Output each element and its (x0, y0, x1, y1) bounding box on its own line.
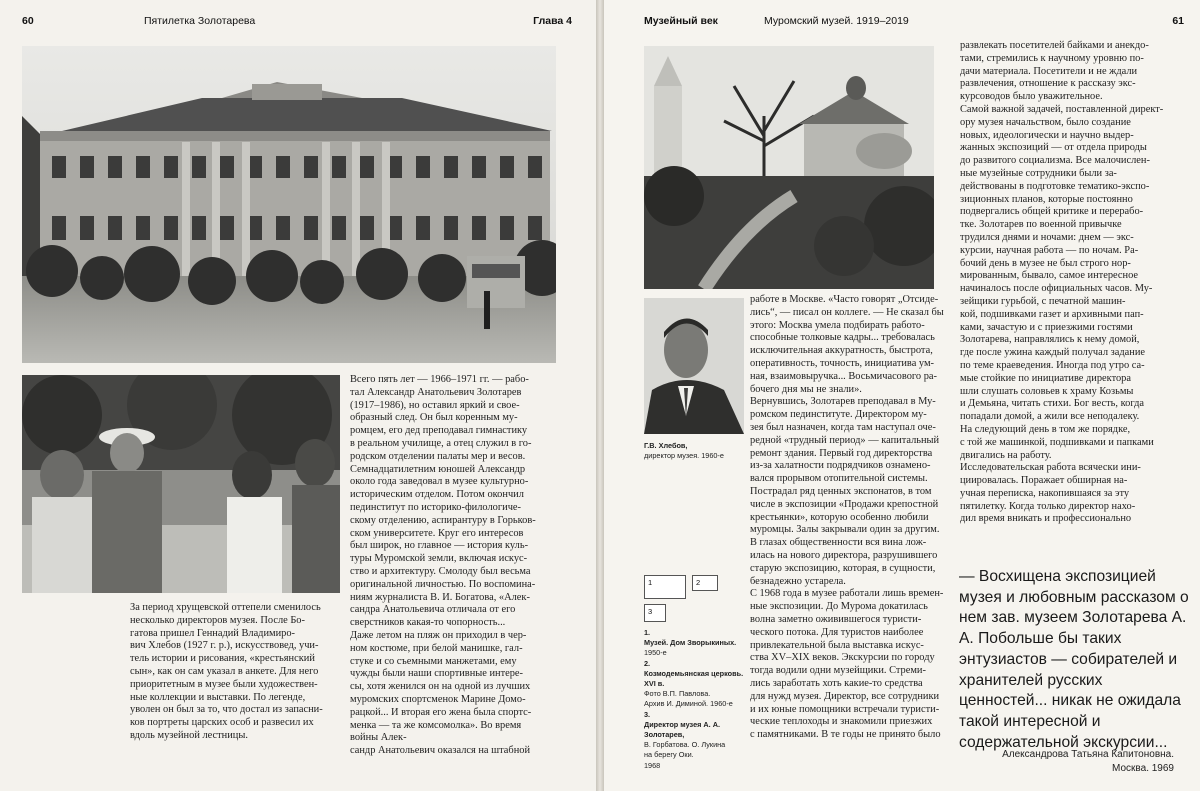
text-line: ору музея начальством, было создание (960, 116, 1131, 128)
figure-key-label: 2 (696, 578, 701, 587)
text-line: ческие теплоходы и знакомили приезжих (750, 716, 933, 728)
left-text-column-b (130, 602, 340, 743)
right-text-column-b (960, 40, 1186, 526)
text-line: сы, хотя женился он на одной из лучших (350, 681, 531, 693)
text-line: подвергались общей критике и перерабо- (960, 206, 1144, 218)
text-line: тал Александр Анатольевич Золотарев (350, 386, 522, 398)
text-line: развлекать посетителей байками и анекдо- (960, 40, 1149, 51)
text-line: работе в Москве. «Часто говорят „Отсиде- (750, 294, 939, 305)
running-title-right: Муромский музей. 1919–2019 (764, 15, 909, 27)
text-line: ство и архитектуру. Смолоду был весьма (350, 565, 531, 577)
text-line: туры Муромской земли, включая искус- (350, 553, 528, 565)
caption-title: Музей. Дом Зворыкиных. (644, 638, 737, 648)
text-line: С 1968 года в музее работали лишь времен- (750, 588, 944, 600)
text-line: ные коллекции и выставки. По легенде, (130, 691, 306, 703)
text-line: зейщики гурьбой, с печатной машин- (960, 295, 1126, 307)
caption-number: 1. (644, 628, 651, 637)
text-line: ства XV–XIX веков. Экскурсии по городу (750, 652, 935, 664)
caption-line: 1950-е (644, 648, 667, 658)
text-line: из-за халатности подрядчиков ознамено- (750, 460, 931, 472)
text-line: с той же машинкой, подшивками и папками двигались на работу. (960, 436, 1154, 461)
figure-caption-2 (644, 659, 754, 710)
quote-place-year: Москва. 1969 (1112, 763, 1174, 774)
text-line: около года заведовал в музее культурно- (350, 476, 529, 488)
text-line: тогда водили одни музейщики. Стреми- (750, 665, 926, 677)
text-line: скому отделению, аспирантуру в Горьков- (350, 514, 536, 526)
text-line: дачи материала. Посетители и не ждали (960, 65, 1138, 77)
book-gutter (596, 0, 604, 791)
pull-quote: — Восхищена экспозицией музея и любовным рассказом о нем зав. музеем Золотарева А. А. Побольше бы таких энтузиастов — собирателей и хранителей русских ценностей... никак не ожидала такой интересной и содержательной экскурсии... (959, 568, 1189, 751)
text-line: Пострадал ряд ценных экспонатов, в том (750, 485, 932, 497)
running-title-left: Пятилетка Золотарева (144, 15, 256, 27)
text-line: Всего пять лет — 1966–1971 гг. — рабо- (350, 374, 529, 385)
section-label: Музейный век (644, 15, 718, 27)
text-line: шли слушать соловьев к храму Козьмы (960, 385, 1134, 397)
text-line: привлекательной была выставка искус- (750, 639, 924, 651)
caption-title: Директор музея А. А. Золотарев, (644, 719, 721, 740)
text-line: начиналось после официальных часов. Му- (960, 283, 1153, 295)
text-line: ском университете. Круг его интересов (350, 527, 524, 539)
text-line: сандра Анатольевича отличала от его (350, 604, 516, 616)
text-line: бочий день в музее не был строго нор- (960, 257, 1131, 269)
page-number-left: 60 (22, 15, 34, 27)
text-line: тке. Золотарев по военной привычке (960, 219, 1122, 231)
church-photo (644, 46, 934, 289)
text-line: менка — та же комсомолка». Во время войны Алек- (350, 719, 522, 744)
text-line: крестьянки», которую особенно любили (750, 511, 929, 523)
chapter-label: Глава 4 (533, 15, 572, 27)
text-line: историческим отделом. Потом окончил (350, 489, 524, 501)
text-line: с памятниками. В те годы не принято было (750, 729, 941, 741)
text-line: муромских спортсменок Марине Домо- (350, 693, 526, 705)
khlebov-portrait-photo (644, 298, 744, 434)
text-line: За период хрущевской оттепели сменилось (130, 602, 321, 613)
text-line: развлечения, отношение к рассказу экс- (960, 78, 1136, 90)
text-line: лись заработать хоть какие-то средства (750, 677, 923, 689)
figure-caption-3 (644, 710, 754, 771)
text-line: мированным, бывало, самое интересное (960, 270, 1139, 282)
text-line: жанных экспозиций — от отдела природы (960, 142, 1147, 154)
figure-captions (644, 628, 754, 771)
caption-line: 1968 (644, 760, 661, 770)
caption-line: Фото В.П. Павлова. (644, 689, 711, 699)
text-line: зиционных планов, которые постоянно (960, 193, 1133, 205)
text-line: стуке и со съемными манжетами, ему (350, 655, 517, 667)
caption-line: В. Горбатова. О. Лукина (644, 740, 726, 750)
figure-key-box-3 (644, 604, 666, 622)
text-line: родском отделении палаты мер и весов. (350, 450, 526, 462)
text-line: Семнадцатилетним юношей Александр (350, 463, 526, 475)
caption-title: Козмодемьянская церковь. XVI в. (644, 668, 744, 689)
text-line: оригинальной личностью. По воспомина- (350, 578, 536, 590)
text-line: ные музейные сотрудники были за- (960, 167, 1117, 179)
portrait-caption (644, 441, 744, 461)
figure-key-box-1 (644, 575, 686, 599)
text-line: илась на нового директора, разрушившего (750, 549, 938, 561)
quote-author: Александрова Татьяна Капитоновна. (1002, 749, 1174, 760)
text-line: вался прорывом отопительной системы. (750, 473, 928, 485)
text-line: ромцем, его дед преподавал гимнастику (350, 425, 528, 437)
museum-building-photo (22, 46, 556, 363)
text-line: ромском пединституте. Директором му- (750, 409, 927, 421)
text-line: мые стойкие по инициативе директора (960, 372, 1131, 384)
text-line: и их юные помощники встречали туристи- (750, 703, 940, 715)
text-line: вдоль музейной лестницы. (130, 729, 248, 741)
text-line: редной «трудный период» — капитальный (750, 434, 940, 446)
text-line: новых, идеологически и научно выдер- (960, 129, 1134, 141)
text-line: ческого потока. Для туристов наиболее (750, 626, 924, 638)
text-line: сверстников какая-то чопорность... (350, 617, 506, 629)
text-line: ном костюме, при белой манишке, гал- (350, 642, 523, 654)
text-line: Вернувшись, Золотарев преподавал в Му- (750, 396, 936, 408)
text-line: сандр Анатольевич оказался на штабной (350, 745, 531, 757)
text-line: В глазах общественности вся вина лож- (750, 537, 927, 549)
text-line: ная, взаимовыручка... Восьмичасового ра- (750, 370, 937, 382)
caption-line: Архив И. Диминой. 1960-е (644, 699, 733, 709)
text-line: курсии, научная работа — по ночам. Ра- (960, 244, 1139, 256)
text-line: уволен он был за то, что достал из запасни- (130, 704, 323, 716)
figure-caption-1 (644, 628, 754, 659)
text-line: чужды были наши спортивные интере- (350, 668, 523, 680)
figure-key-box-2 (692, 575, 718, 591)
text-line: до развитого социализма. Все малочислен- (960, 155, 1150, 167)
text-line: Даже летом на пляж он приходил в чер- (350, 629, 527, 641)
text-line: тель истории и рисования, «крестьянский (130, 653, 315, 665)
text-line: пятилетку. Когда только директор нахо- (960, 500, 1136, 512)
text-line: Золотарева, направлялись к нему домой, (960, 334, 1140, 346)
text-line: пединститут по историко-филологиче- (350, 501, 521, 513)
portrait-caption-role: директор музея. 1960-е (644, 451, 724, 461)
director-with-colleagues-photo (22, 375, 340, 593)
text-line: ремонт здания. Первый год директорства (750, 447, 933, 459)
figure-key-label: 1 (648, 578, 653, 587)
text-line: лись“, — писал он коллеге. — Не сказал бы (750, 306, 944, 318)
text-line: способные толковые кадры... требовалась (750, 332, 935, 344)
caption-number: 2. (644, 658, 651, 668)
text-line: числе в экспозиции «Продажи крепостной (750, 498, 939, 510)
text-line: зея был назначен, когда там наступал оче- (750, 421, 936, 433)
text-line: Исследовательская работа всячески ини- (960, 462, 1141, 474)
text-line: этого: Москва умела подбирать работо- (750, 319, 925, 331)
left-page (0, 0, 596, 791)
text-line: безнадежно устарела. (750, 575, 846, 587)
text-line: (1917–1986), но оставил яркий и свое- (350, 399, 520, 411)
portrait-caption-name: Г.В. Хлебов, (644, 441, 688, 450)
text-line: бочего дня мы не знали». (750, 383, 862, 395)
text-line: гатова пришел Геннадий Владимиро- (130, 627, 296, 639)
text-line: рацкой... И вторая его жена была спортс- (350, 706, 532, 718)
text-line: циировалась. Поражает обширная на- (960, 475, 1128, 487)
text-line: муромцы. Залы закрывали один за другим. (750, 524, 940, 536)
text-line: тами, стремились к научному уровню по- (960, 52, 1144, 64)
text-line: ниям журналиста В. И. Богатова, «Алек- (350, 591, 530, 603)
right-page (604, 0, 1200, 791)
left-text-column-a (350, 374, 550, 758)
right-text-column-a (750, 294, 950, 742)
text-line: и Демьяна, читать стихи. Бог весть, когда (960, 398, 1144, 410)
caption-number: 3. (644, 709, 651, 719)
text-line: оперативность, точность, инициатива ум- (750, 357, 934, 369)
text-line: Самой важной задачей, поставленной директ- (960, 103, 1164, 115)
text-line: сын», как он сам указал в анкете. Для него (130, 665, 319, 677)
text-line: был широк, но главное — история куль- (350, 540, 529, 552)
figure-key-label: 3 (648, 607, 653, 616)
text-line: образный след. Он был коренным му- (350, 412, 518, 424)
text-line: курсоводов было уважительное. (960, 91, 1103, 103)
text-line: трудился днями и ночами: днем — экс- (960, 231, 1134, 243)
text-line: исключительная аккуратность, быстрота, (750, 345, 933, 357)
text-line: кой, подшивками газет и архивными пап- (960, 308, 1144, 320)
text-line: волна заметно оживившегося туристи- (750, 613, 922, 625)
text-line: попадали домой, а жили все неподалеку. (960, 411, 1140, 423)
text-line: по теме краеведения. Иногда под утро са- (960, 359, 1145, 371)
text-line: На следующий день в том же порядке, (960, 423, 1131, 435)
text-line: ные экспозиции. До Мурома докатилась (750, 601, 928, 613)
text-line: где после ужина каждый получал задание (960, 347, 1145, 359)
text-line: старую экспозицию, которая, в сущности, (750, 562, 936, 574)
text-line: приоритетным в музее были художествен- (130, 678, 318, 690)
page-number-right: 61 (1172, 15, 1184, 27)
text-line: ков портреты царских особ и развесил их (130, 717, 314, 729)
text-line: дил время вникать и профессионально (960, 513, 1132, 525)
text-line: несколько директоров музея. После Бо- (130, 614, 305, 626)
text-line: учная переписка, накопившаяся за эту (960, 487, 1130, 499)
text-line: для нужд музея. Директор, все сотрудники (750, 690, 940, 702)
text-line: действованы в подготовке тематико-экспо- (960, 180, 1150, 192)
text-line: ками, зачастую и с приезжими гостями (960, 321, 1133, 333)
text-line: в реальном училище, а отец служил в го- (350, 437, 532, 449)
caption-line: на берегу Оки. (644, 750, 694, 760)
text-line: вич Хлебов (1927 г. р.), искусствовед, учи- (130, 640, 319, 652)
